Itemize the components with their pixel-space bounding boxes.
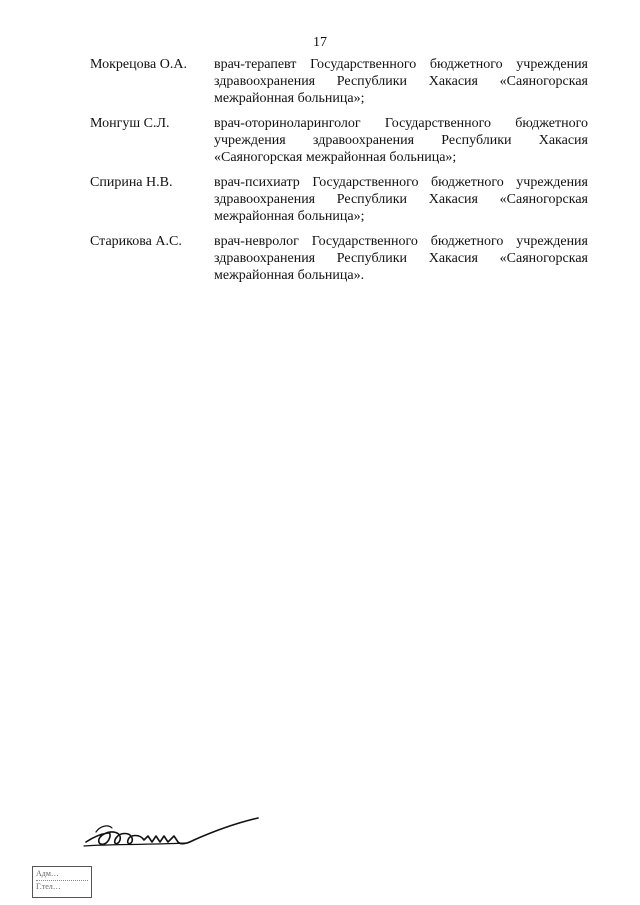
entry-description: врач-терапевт Государственного бюджетного учреждения здравоохранения Республики Хакасия «Саяногорская межрайонная больница»; xyxy=(214,57,588,106)
page-number: 17 xyxy=(313,35,327,50)
entry-description: врач-невролог Государственного бюджетного учреждения здравоохранения Республики Хакасия «Саяногорская межрайонная больница». xyxy=(214,234,588,283)
stamp-line: Г.тел… xyxy=(36,880,88,892)
entry-name: Монгуш С.Л. xyxy=(90,116,170,131)
entry-name: Спирина Н.В. xyxy=(90,175,173,190)
staff-list xyxy=(90,56,588,292)
list-item xyxy=(90,115,588,166)
entry-name: Мокрецова О.А. xyxy=(90,57,187,72)
list-item xyxy=(90,174,588,225)
entry-name: Старикова А.С. xyxy=(90,234,182,249)
list-item xyxy=(90,56,588,107)
entry-description: врач-психиатр Государственного бюджетного учреждения здравоохранения Республики Хакасия «Саяногорская межрайонная больница»; xyxy=(214,175,588,224)
entry-description: врач-оториноларинголог Государственного бюджетного учреждения здравоохранения Республики Хакасия «Саяногорская межрайонная больница»; xyxy=(214,116,588,165)
list-item xyxy=(90,233,588,284)
stamp-line: Адм… xyxy=(36,869,59,878)
signature xyxy=(82,812,272,862)
stamp xyxy=(32,866,92,898)
